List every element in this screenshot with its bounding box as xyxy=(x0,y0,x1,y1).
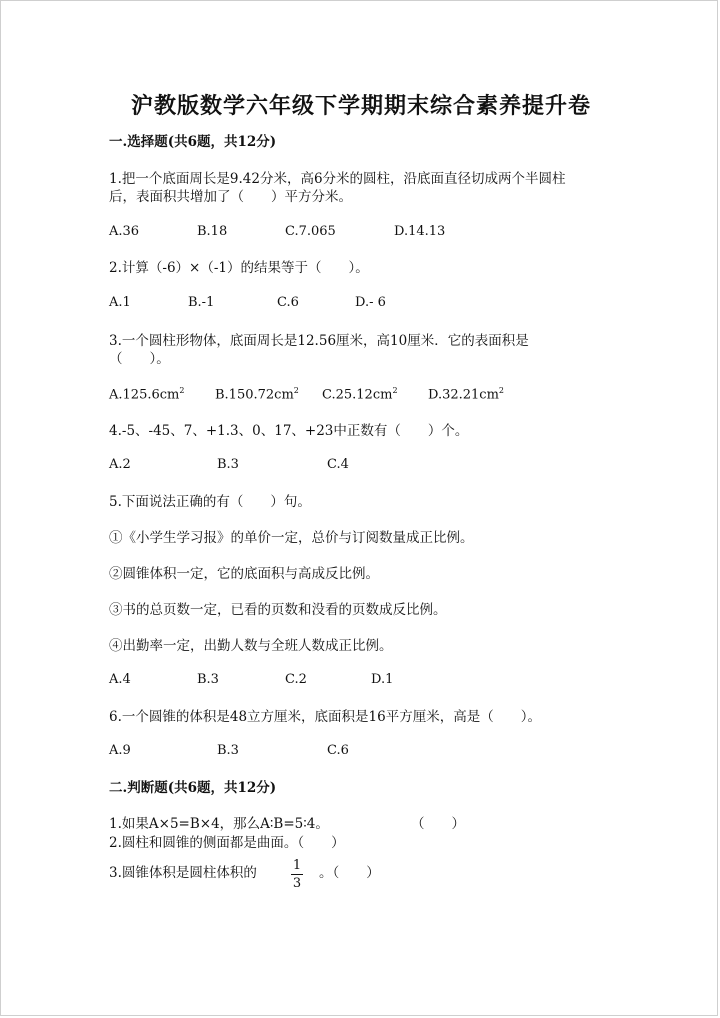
question-2: 2.计算（-6）×（-1）的结果等于（ ）。 xyxy=(109,260,369,276)
option-c: C.6 xyxy=(327,743,349,758)
answer-blank: （ ） xyxy=(411,816,465,832)
option-a: A.2 xyxy=(109,457,131,472)
option-c: C.4 xyxy=(327,457,349,472)
option-d: D.- 6 xyxy=(355,295,386,310)
judgement-3-text: 3.圆锥体积是圆柱体积的 xyxy=(109,865,257,881)
question-4: 4.-5、-45、7、+1.3、0、17、+23中正数有（ ）个。 xyxy=(109,423,469,439)
option-a: $A.125.6cm^2$ xyxy=(109,386,185,403)
option-d: D.14.13 xyxy=(394,224,446,239)
exam-title: 沪教版数学六年级下学期期末综合素养提升卷 xyxy=(130,93,591,119)
fraction-denominator: 3 xyxy=(292,876,302,891)
option-a: A.36 xyxy=(109,224,140,239)
option-a: A.4 xyxy=(109,672,131,687)
question-5: 5.下面说法正确的有（ ）句。 xyxy=(109,494,311,510)
statement-4: ④出勤率一定，出勤人数与全班人数成正比例。 xyxy=(109,638,393,654)
statement-1: ①《小学生学习报》的单价一定，总价与订阅数量成正比例。 xyxy=(109,530,474,546)
option-c: C.6 xyxy=(277,295,299,310)
statement-2: ②圆锥体积一定，它的底面积与高成反比例。 xyxy=(109,566,379,582)
statement-3: ③书的总页数一定，已看的页数和没看的页数成反比例。 xyxy=(109,602,447,618)
question-3-line1: 3.一个圆柱形物体，底面周长是12.56厘米，高10厘米．它的表面积是 xyxy=(109,333,529,349)
option-c: C.2 xyxy=(285,672,307,687)
option-a: A.9 xyxy=(109,743,131,758)
fraction-one-third xyxy=(289,858,305,891)
option-a: A.1 xyxy=(109,295,131,310)
fraction-numerator: 1 xyxy=(292,858,302,873)
option-b: B.3 xyxy=(217,457,239,472)
question-1-line1: 1.把一个底面周长是9.42分米，高6分米的圆柱，沿底面直径切成两个半圆柱 xyxy=(109,171,566,187)
section-heading-judgement: 二.判断题(共6题，共12分) xyxy=(109,780,277,796)
question-3-line2: （ ）。 xyxy=(109,351,170,367)
option-b: B.3 xyxy=(197,672,219,687)
option-b: $B.150.72cm^2$ xyxy=(215,386,299,403)
question-1-line2: 后，表面积共增加了（ ）平方分米。 xyxy=(109,189,352,205)
judgement-1: 1.如果A×5=B×4，那么A∶B=5∶4。 （ ） xyxy=(109,816,465,832)
section-heading-choice: 一.选择题(共6题，共12分) xyxy=(109,134,277,150)
option-d: $D.32.21cm^2$ xyxy=(428,386,505,403)
judgement-2: 2.圆柱和圆锥的侧面都是曲面。（ ） xyxy=(109,835,345,851)
judgement-3-tail: 。（ ） xyxy=(319,865,380,881)
option-b: B.-1 xyxy=(188,295,215,310)
option-c: C.7.065 xyxy=(285,224,336,239)
option-c: $C.25.12cm^2$ xyxy=(322,386,398,403)
option-b: B.3 xyxy=(217,743,239,758)
fraction-bar xyxy=(291,874,303,875)
option-d: D.1 xyxy=(371,672,394,687)
option-b: B.18 xyxy=(197,224,228,239)
question-6: 6.一个圆锥的体积是48立方厘米，底面积是16平方厘米，高是（ ）。 xyxy=(109,709,541,725)
